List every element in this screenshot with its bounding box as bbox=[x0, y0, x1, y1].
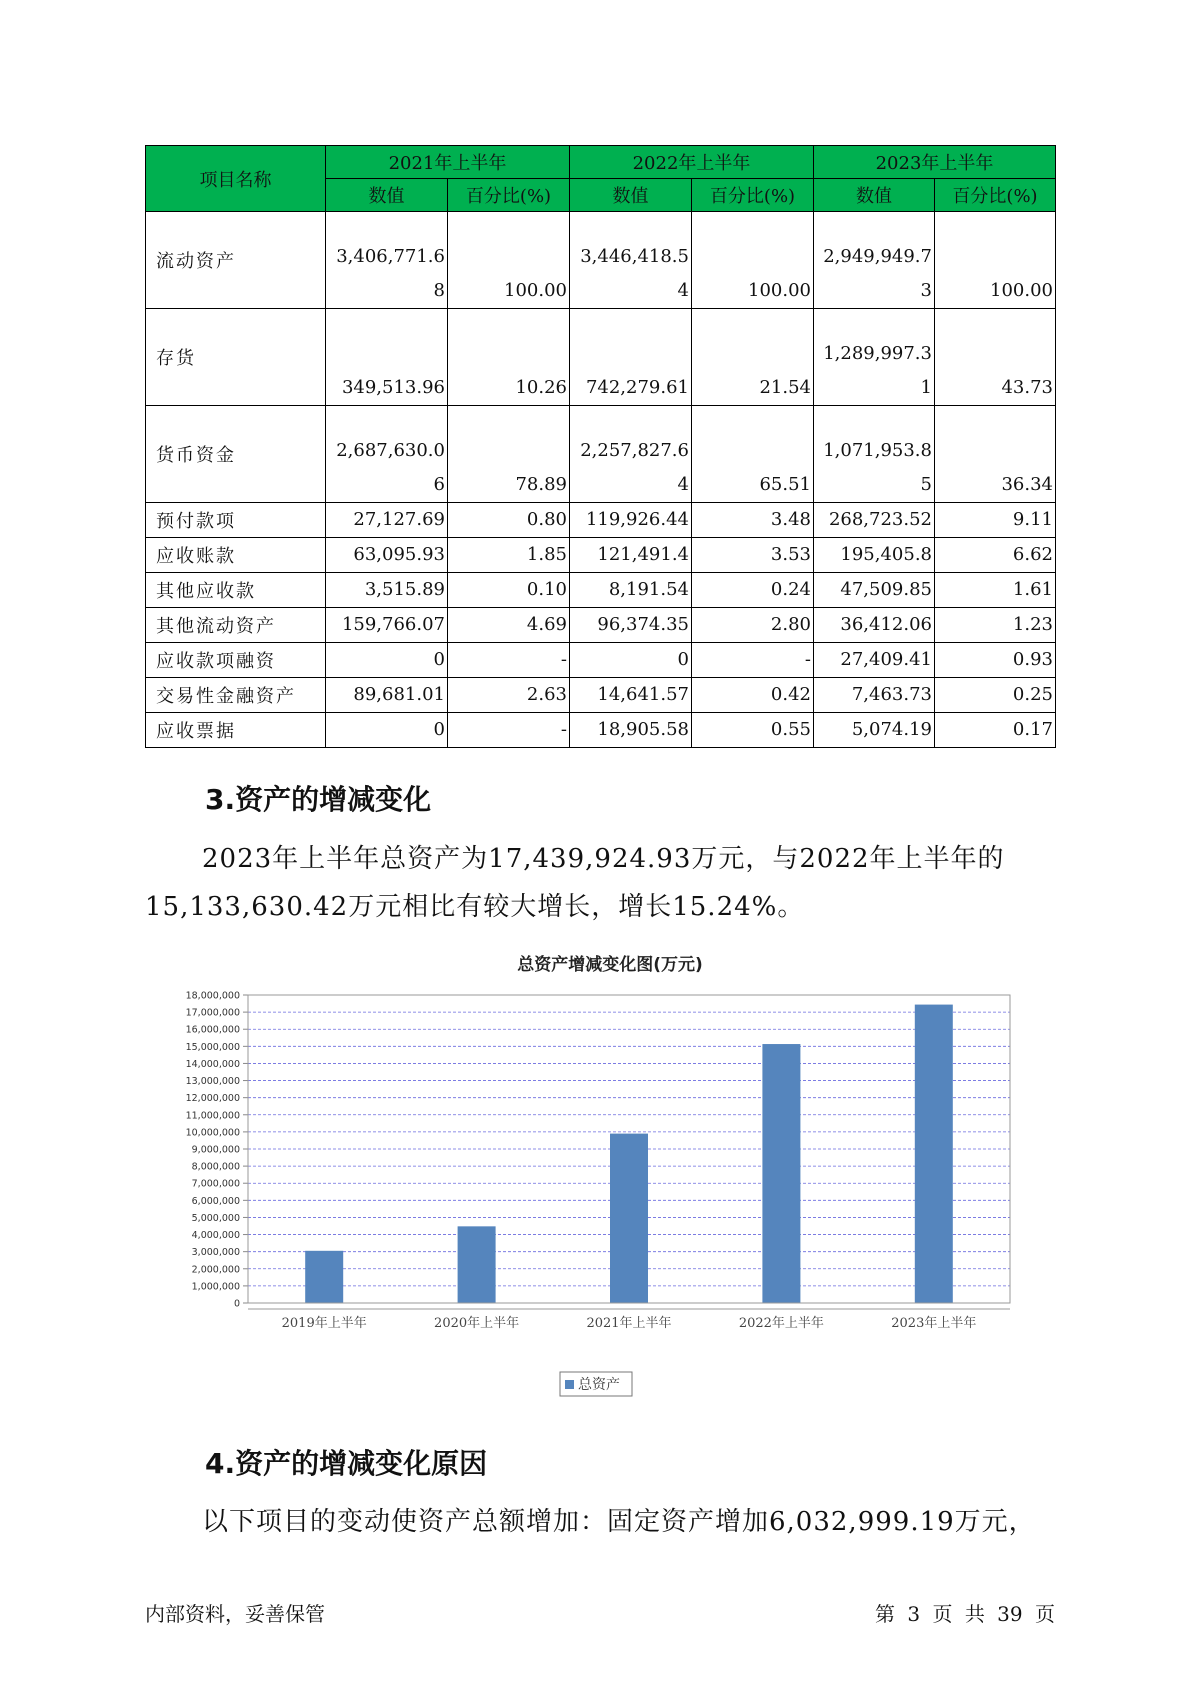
section4-paragraph: 以下项目的变动使资产总额增加：固定资产增加6,032,999.19万元， bbox=[202, 1507, 1036, 1537]
x-tick-label: 2023年上半年 bbox=[891, 1316, 977, 1331]
row-label: 应收账款 bbox=[146, 538, 326, 573]
cell-value: 3,446,418.54 bbox=[570, 212, 692, 309]
row-label: 预付款项 bbox=[146, 503, 326, 538]
cell-value: 27,409.41 bbox=[814, 643, 935, 678]
cell-value: 0 bbox=[570, 643, 692, 678]
cell-value: 0 bbox=[326, 713, 448, 748]
chart-title: 总资产增减变化图(万元) bbox=[517, 955, 703, 975]
y-tick-label: 7,000,000 bbox=[191, 1178, 240, 1190]
y-tick-label: 17,000,000 bbox=[185, 1007, 240, 1019]
cell-value: 3,515.89 bbox=[326, 573, 448, 608]
cell-percent: 1.23 bbox=[935, 608, 1056, 643]
cell-value: 1,289,997.31 bbox=[814, 309, 935, 406]
bar-3 bbox=[610, 1134, 648, 1303]
y-tick-label: 3,000,000 bbox=[191, 1247, 240, 1259]
cell-percent: 100.00 bbox=[448, 212, 570, 309]
row-label: 交易性金融资产 bbox=[146, 678, 326, 713]
cell-value: 119,926.44 bbox=[570, 503, 692, 538]
cell-percent: 2.80 bbox=[692, 608, 814, 643]
cell-percent: 43.73 bbox=[935, 309, 1056, 406]
header-period-2023: 2023年上半年 bbox=[814, 146, 1056, 179]
cell-percent: 0.80 bbox=[448, 503, 570, 538]
cell-value: 742,279.61 bbox=[570, 309, 692, 406]
cell-percent: 3.48 bbox=[692, 503, 814, 538]
chart-bars bbox=[305, 1005, 953, 1303]
cell-percent: - bbox=[448, 713, 570, 748]
table-row bbox=[146, 406, 1056, 503]
table-row bbox=[146, 713, 1056, 748]
cell-percent: 65.51 bbox=[692, 406, 814, 503]
y-tick-label: 0 bbox=[233, 1298, 240, 1310]
header-percent: 百分比(%) bbox=[448, 179, 570, 212]
cell-value: 18,905.58 bbox=[570, 713, 692, 748]
cell-value: 14,641.57 bbox=[570, 678, 692, 713]
cell-value: 89,681.01 bbox=[326, 678, 448, 713]
cell-value: 349,513.96 bbox=[326, 309, 448, 406]
cell-value: 195,405.8 bbox=[814, 538, 935, 573]
y-tick-label: 16,000,000 bbox=[185, 1024, 240, 1036]
row-label: 存货 bbox=[146, 309, 326, 406]
y-tick-label: 9,000,000 bbox=[191, 1144, 240, 1156]
cell-percent: 21.54 bbox=[692, 309, 814, 406]
cell-value: 1,071,953.85 bbox=[814, 406, 935, 503]
cell-percent: 0.24 bbox=[692, 573, 814, 608]
cell-value: 47,509.85 bbox=[814, 573, 935, 608]
asset-table bbox=[145, 145, 1056, 748]
cell-percent: 0.25 bbox=[935, 678, 1056, 713]
header-item-name: 项目名称 bbox=[146, 146, 326, 212]
x-tick-label: 2022年上半年 bbox=[738, 1316, 824, 1331]
cell-value: 27,127.69 bbox=[326, 503, 448, 538]
cell-value: 0 bbox=[326, 643, 448, 678]
section4-heading: 4.资产的增减变化原因 bbox=[205, 1447, 488, 1480]
x-tick-label: 2021年上半年 bbox=[586, 1316, 672, 1331]
cell-percent: 0.55 bbox=[692, 713, 814, 748]
y-tick-label: 2,000,000 bbox=[191, 1264, 240, 1276]
cell-value: 8,191.54 bbox=[570, 573, 692, 608]
y-tick-label: 5,000,000 bbox=[191, 1212, 240, 1224]
cell-percent: 36.34 bbox=[935, 406, 1056, 503]
header-percent: 百分比(%) bbox=[935, 179, 1056, 212]
cell-percent: 10.26 bbox=[448, 309, 570, 406]
header-period-2021: 2021年上半年 bbox=[326, 146, 570, 179]
bar-4 bbox=[762, 1044, 800, 1303]
y-tick-label: 15,000,000 bbox=[185, 1041, 240, 1053]
total-assets-chart bbox=[160, 950, 1030, 1410]
y-tick-label: 1,000,000 bbox=[191, 1281, 240, 1293]
cell-percent: 100.00 bbox=[935, 212, 1056, 309]
row-label: 货币资金 bbox=[146, 406, 326, 503]
cell-value: 268,723.52 bbox=[814, 503, 935, 538]
cell-value: 159,766.07 bbox=[326, 608, 448, 643]
table-row bbox=[146, 643, 1056, 678]
section3-heading: 3.资产的增减变化 bbox=[205, 783, 432, 816]
table-row bbox=[146, 608, 1056, 643]
cell-percent: 3.53 bbox=[692, 538, 814, 573]
row-label: 应收款项融资 bbox=[146, 643, 326, 678]
cell-percent: 4.69 bbox=[448, 608, 570, 643]
bar-5 bbox=[915, 1005, 953, 1303]
cell-value: 121,491.4 bbox=[570, 538, 692, 573]
row-label: 应收票据 bbox=[146, 713, 326, 748]
footer-confidential-note: 内部资料，妥善保管 bbox=[145, 1602, 325, 1626]
x-tick-label: 2020年上半年 bbox=[434, 1316, 520, 1331]
header-value: 数值 bbox=[570, 179, 692, 212]
cell-value: 36,412.06 bbox=[814, 608, 935, 643]
y-tick-label: 12,000,000 bbox=[185, 1093, 240, 1105]
y-tick-label: 4,000,000 bbox=[191, 1230, 240, 1242]
header-value: 数值 bbox=[326, 179, 448, 212]
x-axis-ticks bbox=[248, 1309, 1010, 1331]
row-label: 流动资产 bbox=[146, 212, 326, 309]
header-value: 数值 bbox=[814, 179, 935, 212]
table-row bbox=[146, 573, 1056, 608]
table-row bbox=[146, 678, 1056, 713]
cell-percent: 0.93 bbox=[935, 643, 1056, 678]
table-row bbox=[146, 309, 1056, 406]
y-tick-label: 10,000,000 bbox=[185, 1127, 240, 1139]
y-tick-label: 8,000,000 bbox=[191, 1161, 240, 1173]
cell-percent: 9.11 bbox=[935, 503, 1056, 538]
row-label: 其他应收款 bbox=[146, 573, 326, 608]
cell-percent: 2.63 bbox=[448, 678, 570, 713]
cell-value: 63,095.93 bbox=[326, 538, 448, 573]
table-row bbox=[146, 538, 1056, 573]
row-label: 其他流动资产 bbox=[146, 608, 326, 643]
legend-label: 总资产 bbox=[578, 1377, 620, 1393]
table-row bbox=[146, 503, 1056, 538]
cell-percent: 78.89 bbox=[448, 406, 570, 503]
cell-value: 96,374.35 bbox=[570, 608, 692, 643]
cell-percent: 1.61 bbox=[935, 573, 1056, 608]
cell-percent: 0.42 bbox=[692, 678, 814, 713]
cell-value: 2,257,827.64 bbox=[570, 406, 692, 503]
cell-value: 7,463.73 bbox=[814, 678, 935, 713]
y-tick-label: 13,000,000 bbox=[185, 1076, 240, 1088]
legend-swatch bbox=[565, 1380, 574, 1389]
cell-percent: 0.10 bbox=[448, 573, 570, 608]
cell-value: 5,074.19 bbox=[814, 713, 935, 748]
bar-2 bbox=[458, 1226, 496, 1303]
y-tick-label: 11,000,000 bbox=[185, 1110, 240, 1122]
cell-percent: 100.00 bbox=[692, 212, 814, 309]
y-axis-ticks bbox=[186, 991, 248, 1310]
bar-1 bbox=[305, 1251, 343, 1303]
cell-value: 2,687,630.06 bbox=[326, 406, 448, 503]
x-tick-label: 2019年上半年 bbox=[281, 1316, 367, 1331]
cell-percent: - bbox=[448, 643, 570, 678]
y-tick-label: 6,000,000 bbox=[191, 1195, 240, 1207]
header-percent: 百分比(%) bbox=[692, 179, 814, 212]
footer-page-number: 第 3 页 共 39 页 bbox=[875, 1602, 1055, 1626]
cell-percent: 0.17 bbox=[935, 713, 1056, 748]
y-tick-label: 18,000,000 bbox=[185, 990, 240, 1002]
cell-value: 2,949,949.73 bbox=[814, 212, 935, 309]
table-row bbox=[146, 212, 1056, 309]
y-tick-label: 14,000,000 bbox=[185, 1058, 240, 1070]
cell-percent: 6.62 bbox=[935, 538, 1056, 573]
chart-legend bbox=[560, 1372, 632, 1396]
cell-percent: - bbox=[692, 643, 814, 678]
section3-paragraph: 2023年上半年总资产为17,439,924.93万元，与2022年上半年的15,133,630.42万元相比有较大增长，增长15.24%。 bbox=[145, 844, 1005, 922]
cell-value: 3,406,771.68 bbox=[326, 212, 448, 309]
cell-percent: 1.85 bbox=[448, 538, 570, 573]
header-period-2022: 2022年上半年 bbox=[570, 146, 814, 179]
